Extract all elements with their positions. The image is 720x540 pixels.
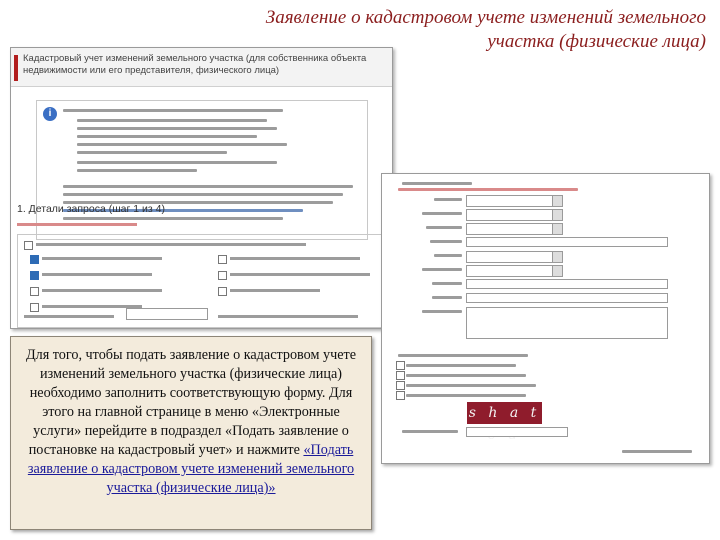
header-accent-bar [14,55,18,81]
form-header-line1: Кадастровый учет изменений земельного участка (для собственника объекта [23,53,367,64]
option-checkbox-2[interactable] [218,255,227,264]
captcha-input[interactable] [466,427,568,437]
option-checkbox-3[interactable] [30,271,39,280]
section-title: 1. Детали запроса (шаг 1 из 4) [17,203,165,215]
address-textarea[interactable] [466,307,668,339]
cadastral-number-input[interactable] [126,308,208,320]
option-checkbox-7[interactable] [30,303,39,312]
radio-4[interactable] [396,391,405,400]
radio-1[interactable] [396,361,405,370]
info-icon: i [43,107,57,121]
captcha-image: s h a t [467,402,542,424]
info-notice [36,100,368,240]
select-3[interactable] [466,223,563,235]
option-checkbox-5[interactable] [30,287,39,296]
option-checkbox-1[interactable] [30,255,39,264]
select-4[interactable] [466,251,563,263]
purpose-checkbox[interactable] [24,241,33,250]
input-3[interactable] [466,293,668,303]
select-1[interactable] [466,195,563,207]
form-header-line2: недвижимости или его представителя, физического лица) [23,65,280,76]
radio-3[interactable] [396,381,405,390]
caption-text: Для того, чтобы подать заявление о кадастровом учете изменений земельного участка (физические лица) необходимо заполнить соответствующую форму. Для этого на главной странице в меню «Электронные услуги» перейдите в подраздел «Подать заявление о постановке на кадастровый учет» и нажмите [25,347,357,458]
form-header [11,48,392,87]
required-note [17,223,137,226]
form-screenshot-left [10,47,393,329]
caption-link[interactable]: «Подать заявление о кадастровом учете изменений земельного участка (физические лица)» [27,442,355,496]
select-5[interactable] [466,265,563,277]
instruction-caption [10,336,372,530]
input-1[interactable] [466,237,668,247]
radio-2[interactable] [396,371,405,380]
option-checkbox-6[interactable] [218,287,227,296]
slide-title-line2: участка (физические лица) [487,31,706,52]
input-2[interactable] [466,279,668,289]
form-screenshot-right [381,173,710,464]
option-checkbox-4[interactable] [218,271,227,280]
select-2[interactable] [466,209,563,221]
slide-title-line1: Заявление о кадастровом учете изменений земельного [265,7,706,28]
